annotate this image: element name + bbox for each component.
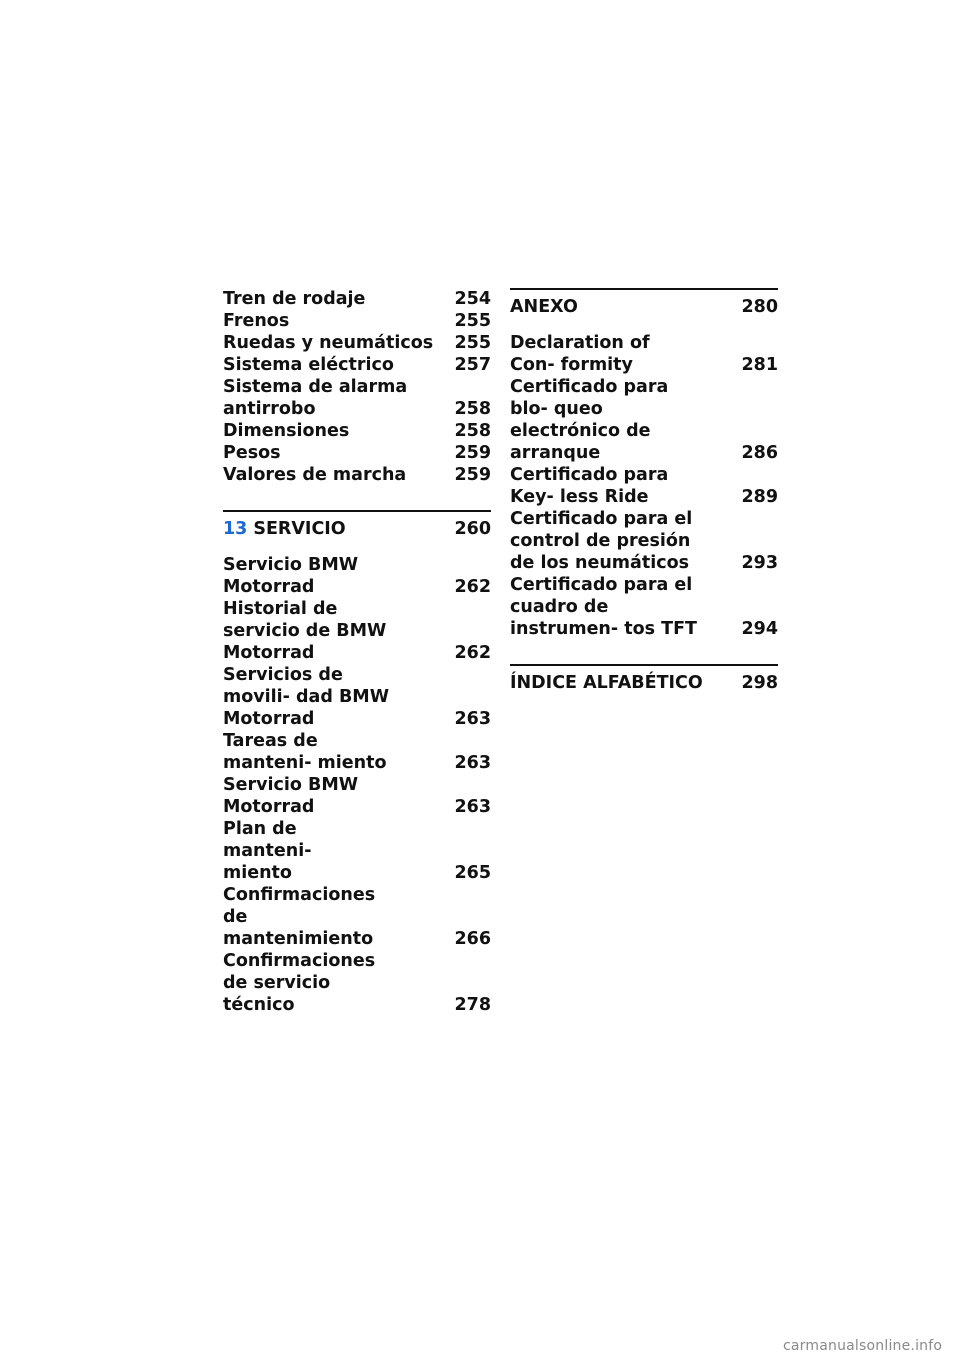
toc-entry-title: Sistema de alarma antirrobo [223, 377, 408, 419]
toc-entry-title: Frenos [223, 311, 290, 331]
toc-entry-title: Dimensiones [223, 421, 350, 441]
toc-entry-title: Servicio BMW Motorrad [223, 555, 359, 597]
toc-entry-page: 262 [454, 577, 491, 597]
toc-entry-title: Servicio BMW Motorrad [223, 775, 359, 817]
toc-right-column [510, 288, 778, 694]
spacer [510, 640, 778, 664]
chapter-label [223, 518, 346, 540]
toc-entry[interactable] [223, 664, 491, 730]
toc-entry[interactable] [223, 598, 491, 664]
toc-entry-page: 286 [741, 443, 778, 463]
toc-entry-page: 289 [741, 487, 778, 507]
toc-entry-title: Pesos [223, 443, 281, 463]
toc-entry-title: Servicios de movili- dad BMW Motorrad [223, 665, 390, 729]
toc-entry[interactable] [510, 508, 778, 574]
toc-entry-title: Tren de rodaje [223, 289, 366, 309]
toc-entry[interactable] [510, 464, 778, 508]
toc-entry-title: Historial de servicio de BMW Motorrad [223, 599, 387, 663]
chapter-page: 260 [454, 519, 491, 539]
toc-entry-title: Declaration of Con- formity [510, 333, 650, 375]
toc-entry[interactable] [223, 950, 491, 1016]
index-heading[interactable] [510, 664, 778, 694]
toc-entry-page: 266 [454, 929, 491, 949]
toc-entry-title: Confirmaciones de servicio técnico [223, 951, 376, 1015]
toc-entry-page: 255 [454, 333, 491, 353]
toc-entry[interactable] [510, 332, 778, 376]
toc-entry[interactable] [510, 574, 778, 640]
toc-entry[interactable] [223, 310, 491, 332]
watermark-link[interactable]: carmanualsonline.info [783, 1338, 943, 1354]
toc-entry[interactable] [223, 376, 491, 420]
toc-entry-page: 278 [454, 995, 491, 1015]
toc-entry-page: 281 [741, 355, 778, 375]
toc-entry-title: Certificado para el control de presión de los neumáticos [510, 509, 693, 573]
toc-entry-page: 254 [454, 289, 491, 309]
toc-entry[interactable] [223, 420, 491, 442]
toc-entry[interactable] [223, 774, 491, 818]
toc-entry-page: 258 [454, 399, 491, 419]
toc-entry[interactable] [223, 818, 491, 884]
toc-entry-page: 263 [454, 797, 491, 817]
toc-entry-page: 258 [454, 421, 491, 441]
toc-entry-title: Valores de marcha [223, 465, 407, 485]
toc-entry-page: 265 [454, 863, 491, 883]
chapter-heading[interactable] [223, 510, 491, 540]
toc-left-column [223, 288, 491, 1016]
toc-entry[interactable] [223, 442, 491, 464]
toc-entry-title: Ruedas y neumáticos [223, 333, 434, 353]
toc-entry[interactable] [223, 554, 491, 598]
toc-entry-page: 257 [454, 355, 491, 375]
toc-entry[interactable] [223, 288, 491, 310]
toc-entry-title: Confirmaciones de mantenimiento [223, 885, 376, 949]
toc-entry[interactable] [223, 464, 491, 486]
toc-entry-title: Tareas de manteni- miento [223, 731, 387, 773]
chapter-number: 13 [223, 519, 248, 539]
spacer [510, 318, 778, 332]
annex-title: ANEXO [510, 297, 578, 317]
annex-heading[interactable] [510, 288, 778, 318]
toc-entry-page: 293 [741, 553, 778, 573]
annex-page: 280 [741, 297, 778, 317]
toc-entry-title: Sistema eléctrico [223, 355, 394, 375]
chapter-title: SERVICIO [253, 519, 346, 539]
toc-entry[interactable] [223, 332, 491, 354]
spacer [223, 486, 491, 510]
toc-entry-page: 259 [454, 465, 491, 485]
toc-entry-page: 259 [454, 443, 491, 463]
spacer [223, 540, 491, 554]
toc-entry-title: Certificado para blo- queo electrónico de arranque [510, 377, 669, 463]
toc-entry-page: 255 [454, 311, 491, 331]
index-page: 298 [741, 673, 778, 693]
index-title: ÍNDICE ALFABÉTICO [510, 673, 703, 693]
toc-entry-page: 263 [454, 709, 491, 729]
toc-entry[interactable] [223, 354, 491, 376]
toc-entry-title: Certificado para Key- less Ride [510, 465, 669, 507]
toc-entry[interactable] [510, 376, 778, 464]
toc-entry[interactable] [223, 730, 491, 774]
toc-entry-title: Plan de manteni- miento [223, 819, 312, 883]
toc-entry-page: 294 [741, 619, 778, 639]
toc-entry-page: 262 [454, 643, 491, 663]
toc-entry-title: Certificado para el cuadro de instrumen- tos TFT [510, 575, 697, 639]
toc-entry[interactable] [223, 884, 491, 950]
toc-entry-page: 263 [454, 753, 491, 773]
